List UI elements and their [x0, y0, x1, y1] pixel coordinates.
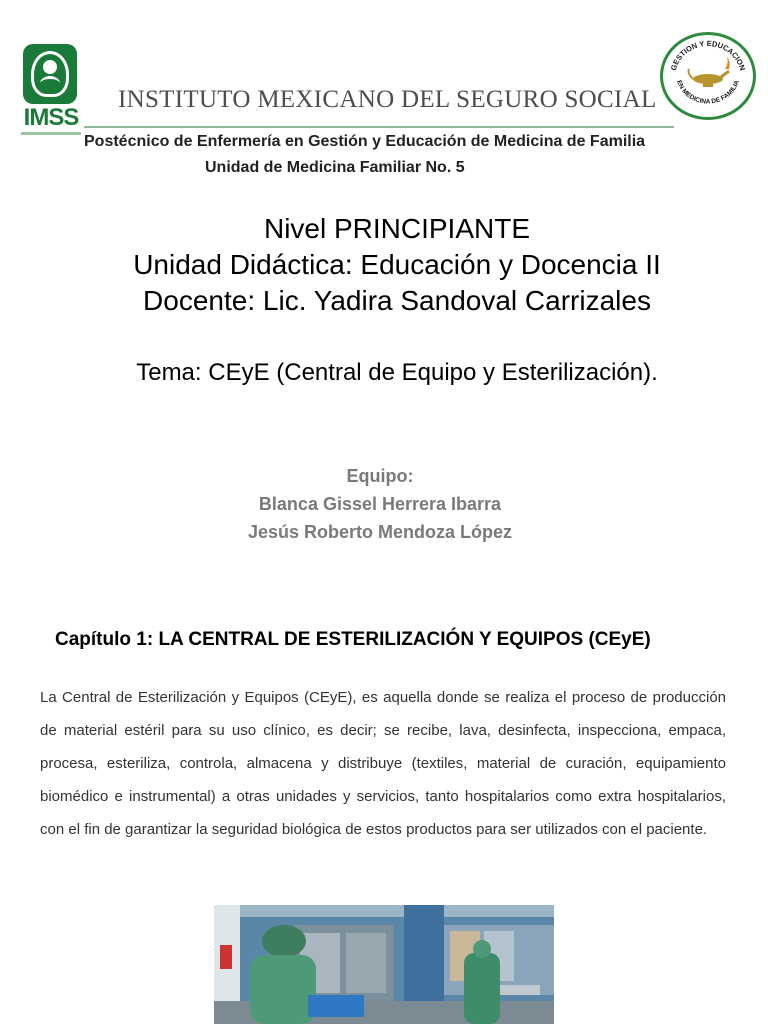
- didactic-unit-title: Unidad Didáctica: Educación y Docencia II: [133, 249, 661, 280]
- chapter-heading: Capítulo 1: LA CENTRAL DE ESTERILIZACIÓN Y EQUIPOS (CEyE): [55, 629, 651, 650]
- team-label: Equipo:: [346, 466, 414, 486]
- seal-text-top: GESTION Y EDUCACION: [668, 38, 748, 72]
- teacher-title: Docente: Lic. Yadira Sandoval Carrizales: [143, 285, 651, 316]
- title-block: [0, 211, 768, 319]
- level-title: Nivel PRINCIPIANTE: [263, 213, 531, 244]
- education-seal-logo: [660, 32, 756, 120]
- oil-lamp-icon: [689, 57, 730, 87]
- team-member: Jesús Roberto Mendoza López: [247, 522, 513, 542]
- chapter-paragraph: La Central de Esterilización y Equipos (CEyE), es aquella donde se realiza el proceso de producción de material estéril para su uso clínico, es decir; se recibe, lava, desinfecta, inspecciona, empaca, procesa, esteriliza, controla, almacena y distribuye (textiles, material de curación, equipamiento biomédico e instrumental) a otras unidades y servicios, tanto hospitalarios como extra hospitalarios, con el fin de garantizar la seguridad biológica de estos productos para ser utilizados con el paciente.: [40, 689, 726, 838]
- svg-text:GESTION Y EDUCACION: [669, 39, 747, 72]
- unit-name: Unidad de Medicina Familiar No. 5: [205, 159, 465, 176]
- seal-text-bottom: EN MEDICINA DE FAMILIA: [675, 79, 741, 106]
- program-name: Postécnico de Enfermería en Gestión y Educación de Medicina de Familia: [84, 133, 646, 150]
- institution-title: INSTITUTO MEXICANO DEL SEGURO SOCIAL: [118, 86, 657, 113]
- sterilization-room-photo: [214, 905, 554, 1024]
- team-block: [0, 462, 760, 546]
- imss-logo-text: IMSS: [23, 104, 79, 131]
- topic-title: Tema: CEyE (Central de Equipo y Esterilización).: [136, 359, 658, 386]
- team-member: Blanca Gissel Herrera Ibarra: [258, 494, 502, 514]
- imss-logo: [21, 44, 81, 140]
- header-divider: [84, 126, 674, 128]
- imss-emblem-icon: [23, 44, 77, 104]
